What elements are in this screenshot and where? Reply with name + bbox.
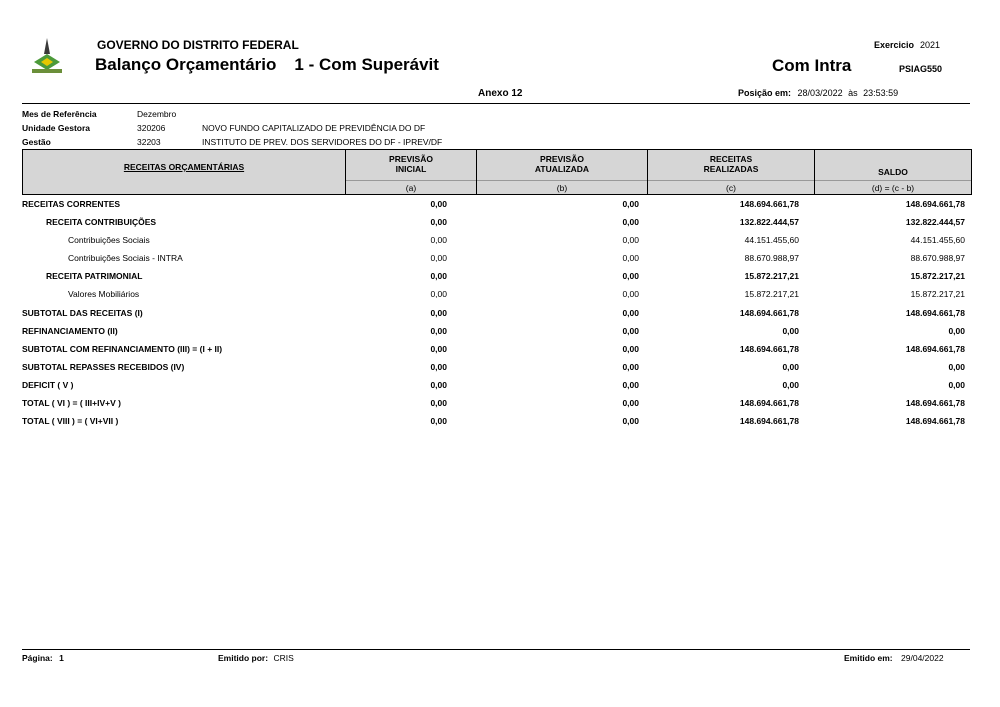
table-row xyxy=(22,377,972,395)
row-label: SUBTOTAL REPASSES RECEBIDOS (IV) xyxy=(22,361,185,372)
cell-saldo: 44.151.455,60 xyxy=(910,235,965,246)
cell-receitas-realizadas: 148.694.661,78 xyxy=(739,416,799,427)
emitido-em-label: Emitido em: xyxy=(844,653,893,663)
column-header-saldo-letter: (d) = (c - b) xyxy=(871,183,915,193)
footer-pagina xyxy=(22,653,64,663)
row-label: RECEITAS CORRENTES xyxy=(22,199,121,209)
cell-receitas-realizadas: 15.872.217,21 xyxy=(744,289,799,300)
column-header-divider xyxy=(815,180,971,181)
table-row xyxy=(22,359,972,377)
table-row xyxy=(22,341,972,359)
emitido-em-value: 29/04/2022 xyxy=(901,653,944,663)
cell-previsao-atualizada: 0,00 xyxy=(622,217,639,228)
cell-saldo: 15.872.217,21 xyxy=(910,271,965,282)
cell-saldo: 0,00 xyxy=(948,379,965,390)
cell-previsao-atualizada: 0,00 xyxy=(622,398,639,409)
table-header xyxy=(22,149,972,195)
column-header-previsao-atualizada-letter: (b) xyxy=(556,183,568,193)
cell-receitas-realizadas: 15.872.217,21 xyxy=(744,271,799,282)
cell-saldo: 15.872.217,21 xyxy=(910,289,965,300)
posicao-label: Posição em: xyxy=(738,88,792,98)
cell-receitas-realizadas: 148.694.661,78 xyxy=(739,398,799,409)
column-header-divider xyxy=(648,180,814,181)
cell-receitas-realizadas: 148.694.661,78 xyxy=(739,307,799,318)
row-label: Contribuições Sociais - INTRA xyxy=(68,253,183,264)
footer-emitido-por xyxy=(218,653,294,663)
table-body xyxy=(22,196,972,431)
row-label: Valores Mobiliários xyxy=(68,289,140,300)
column-header-divider xyxy=(477,180,647,181)
column-header-receitas-realizadas-line1: RECEITAS xyxy=(709,154,753,164)
cell-previsao-inicial: 0,00 xyxy=(430,253,447,264)
unidade-code: 320206 xyxy=(137,123,166,133)
row-label: REFINANCIAMENTO (II) xyxy=(22,325,118,336)
cell-previsao-atualizada: 0,00 xyxy=(622,343,639,354)
pagina-label: Página: xyxy=(22,653,53,663)
column-header-previsao-atualizada-label xyxy=(477,154,647,174)
cell-previsao-inicial: 0,00 xyxy=(430,289,447,300)
cell-previsao-atualizada: 0,00 xyxy=(622,271,639,282)
column-header-previsao-inicial xyxy=(346,150,477,194)
cell-previsao-atualizada: 0,00 xyxy=(622,307,639,318)
cell-saldo: 148.694.661,78 xyxy=(905,416,965,427)
table-row xyxy=(22,413,972,431)
column-header-receitas-realizadas-label xyxy=(648,154,814,174)
pagina-value: 1 xyxy=(59,653,64,663)
row-label: RECEITA PATRIMONIAL xyxy=(46,271,143,282)
column-header-saldo-label: SALDO xyxy=(878,167,908,177)
table-row xyxy=(22,286,972,304)
column-header-previsao-atualizada xyxy=(477,150,648,194)
government-name: GOVERNO DO DISTRITO FEDERAL xyxy=(97,38,299,52)
column-header-receitas-realizadas-letter: (c) xyxy=(726,183,736,193)
table-row xyxy=(22,268,972,286)
cell-previsao-inicial: 0,00 xyxy=(430,379,447,390)
cell-previsao-atualizada: 0,00 xyxy=(622,325,639,336)
exercicio-value: 2021 xyxy=(919,40,940,50)
cell-previsao-inicial: 0,00 xyxy=(430,235,447,246)
cell-receitas-realizadas: 148.694.661,78 xyxy=(739,199,799,209)
column-header-previsao-inicial-letter: (a) xyxy=(405,183,417,193)
cell-previsao-inicial: 0,00 xyxy=(430,325,447,336)
cell-previsao-atualizada: 0,00 xyxy=(622,379,639,390)
column-header-previsao-inicial-line2: INICIAL xyxy=(395,164,427,174)
column-header-receitas-realizadas xyxy=(648,150,815,194)
cell-receitas-realizadas: 132.822.444,57 xyxy=(739,217,799,228)
com-intra-label: Com Intra xyxy=(772,56,852,75)
posicao-time: 23:53:59 xyxy=(863,88,899,98)
unidade-name: NOVO FUNDO CAPITALIZADO DE PREVIDÊNCIA DO DF xyxy=(202,123,426,133)
cell-previsao-atualizada: 0,00 xyxy=(622,416,639,427)
report-code: PSIAG550 xyxy=(898,64,942,74)
cell-saldo: 132.822.444,57 xyxy=(905,217,965,228)
emitido-por-label: Emitido por: xyxy=(218,653,269,663)
cell-previsao-inicial: 0,00 xyxy=(430,271,447,282)
gdf-logo-icon xyxy=(30,36,64,76)
table-row xyxy=(22,323,972,341)
report-subtitle: 1 - Com Superávit xyxy=(294,55,439,74)
unidade-label: Unidade Gestora xyxy=(22,123,91,133)
cell-previsao-atualizada: 0,00 xyxy=(622,235,639,246)
cell-saldo: 148.694.661,78 xyxy=(905,398,965,409)
cell-receitas-realizadas: 88.670.988,97 xyxy=(744,253,799,264)
cell-saldo: 148.694.661,78 xyxy=(905,343,965,354)
footer-emitido-em xyxy=(844,653,944,663)
row-label: TOTAL ( VIII ) = ( VI+VII ) xyxy=(22,416,119,427)
emitido-por-value: CRIS xyxy=(273,653,294,663)
mes-value: Dezembro xyxy=(137,109,177,119)
cell-previsao-inicial: 0,00 xyxy=(430,199,447,209)
cell-previsao-inicial: 0,00 xyxy=(430,217,447,228)
cell-saldo: 148.694.661,78 xyxy=(905,199,965,209)
cell-previsao-atualizada: 0,00 xyxy=(622,289,639,300)
cell-previsao-atualizada: 0,00 xyxy=(622,253,639,264)
column-header-receitas xyxy=(23,150,346,194)
cell-previsao-inicial: 0,00 xyxy=(430,343,447,354)
cell-previsao-inicial: 0,00 xyxy=(430,398,447,409)
table-row xyxy=(22,250,972,268)
table-row xyxy=(22,232,972,250)
posicao xyxy=(738,88,898,98)
table-row xyxy=(22,395,972,413)
cell-saldo: 88.670.988,97 xyxy=(910,253,965,264)
exercicio xyxy=(874,40,940,50)
cell-receitas-realizadas: 0,00 xyxy=(782,379,799,390)
column-header-divider xyxy=(346,180,476,181)
header-divider xyxy=(22,103,970,104)
cell-saldo: 148.694.661,78 xyxy=(905,307,965,318)
row-label: DEFICIT ( V ) xyxy=(22,379,74,390)
table-row xyxy=(22,196,972,214)
column-header-previsao-atualizada-line2: ATUALIZADA xyxy=(534,164,590,174)
cell-receitas-realizadas: 0,00 xyxy=(782,361,799,372)
mes-label: Mes de Referência xyxy=(22,109,97,119)
gestao-label: Gestão xyxy=(22,137,51,147)
row-label: TOTAL ( VI ) = ( III+IV+V ) xyxy=(22,398,121,409)
row-label: SUBTOTAL COM REFINANCIAMENTO (III) = (I + II) xyxy=(22,343,223,354)
cell-saldo: 0,00 xyxy=(948,361,965,372)
cell-previsao-inicial: 0,00 xyxy=(430,307,447,318)
cell-receitas-realizadas: 0,00 xyxy=(782,325,799,336)
cell-previsao-inicial: 0,00 xyxy=(430,361,447,372)
cell-previsao-atualizada: 0,00 xyxy=(622,361,639,372)
column-header-receitas-realizadas-line2: REALIZADAS xyxy=(703,164,759,174)
footer-divider xyxy=(22,649,970,650)
gestao-name: INSTITUTO DE PREV. DOS SERVIDORES DO DF - IPREV/DF xyxy=(202,137,443,147)
cell-previsao-inicial: 0,00 xyxy=(430,416,447,427)
row-label: RECEITA CONTRIBUIÇÕES xyxy=(46,217,157,228)
table-row xyxy=(22,214,972,232)
column-header-saldo xyxy=(815,150,971,194)
column-header-receitas-label: RECEITAS ORÇAMENTÁRIAS xyxy=(123,162,245,172)
row-label: SUBTOTAL DAS RECEITAS (I) xyxy=(22,307,143,318)
column-header-previsao-inicial-line1: PREVISÃO xyxy=(389,154,433,164)
column-header-previsao-atualizada-line1: PREVISÃO xyxy=(540,154,584,164)
report-title-text: Balanço Orçamentário xyxy=(95,55,277,74)
gestao-code: 32203 xyxy=(137,137,161,147)
row-label: Contribuições Sociais xyxy=(68,235,150,246)
cell-receitas-realizadas: 44.151.455,60 xyxy=(744,235,799,246)
table-row xyxy=(22,305,972,323)
posicao-date: 28/03/2022 xyxy=(797,88,843,98)
cell-receitas-realizadas: 148.694.661,78 xyxy=(739,343,799,354)
posicao-as: às xyxy=(848,88,858,98)
column-header-previsao-inicial-label xyxy=(346,154,476,174)
cell-previsao-atualizada: 0,00 xyxy=(622,199,639,209)
anexo-label: Anexo 12 xyxy=(478,88,523,99)
exercicio-label: Exercicio xyxy=(873,40,914,50)
report-title xyxy=(95,55,439,75)
cell-saldo: 0,00 xyxy=(948,325,965,336)
